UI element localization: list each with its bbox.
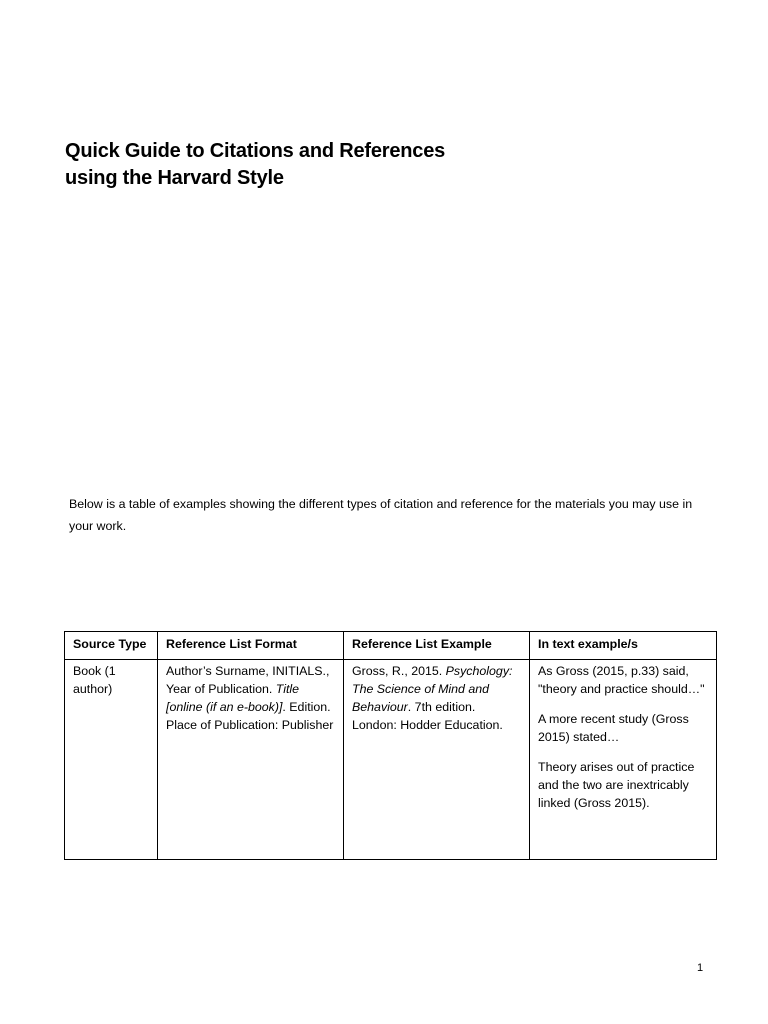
example-text-start: Gross, R., 2015. [352,664,446,678]
in-text-example-2: A more recent study (Gross 2015) stated… [538,712,689,744]
example-text-title: Psychology: The Science of Mind and Behaviour [352,664,513,714]
header-source-type: Source Type [65,632,158,660]
cell-reference-example [344,660,530,860]
in-text-example-3: Theory arises out of practice and the two are inextricably linked (Gross 2015). [538,760,695,810]
header-reference-list-format: Reference List Format [158,632,344,660]
title-line-1: Quick Guide to Citations and References [65,140,446,162]
example-text-end: . 7th edition. London: Hodder Education. [352,700,503,732]
intro-paragraph: Below is a table of examples showing the different types of citation and reference for the materials you may use in your work. [69,497,693,533]
table-row [65,660,717,860]
cell-reference-format [158,660,344,860]
title-line-2: using the Harvard Style [65,167,284,189]
cell-source-type [65,660,158,860]
source-type-text: Book (1 author) [73,664,116,696]
page-number: 1 [697,962,704,974]
format-text-start: Author’s Surname, INITIALS., Year of Publication. [166,664,330,696]
header-reference-list-example: Reference List Example [344,632,530,660]
document-title [65,138,445,192]
table-header-row [65,632,717,660]
citation-table [64,631,717,860]
format-text-end: . Edition. Place of Publication: Publisher [166,700,334,732]
format-text-title: Title [online (if an e-book)] [166,682,300,714]
header-in-text-examples: In text example/s [530,632,717,660]
cell-in-text-examples [530,660,717,860]
in-text-example-1: As Gross (2015, p.33) said, "theory and practice should…" [538,664,705,696]
